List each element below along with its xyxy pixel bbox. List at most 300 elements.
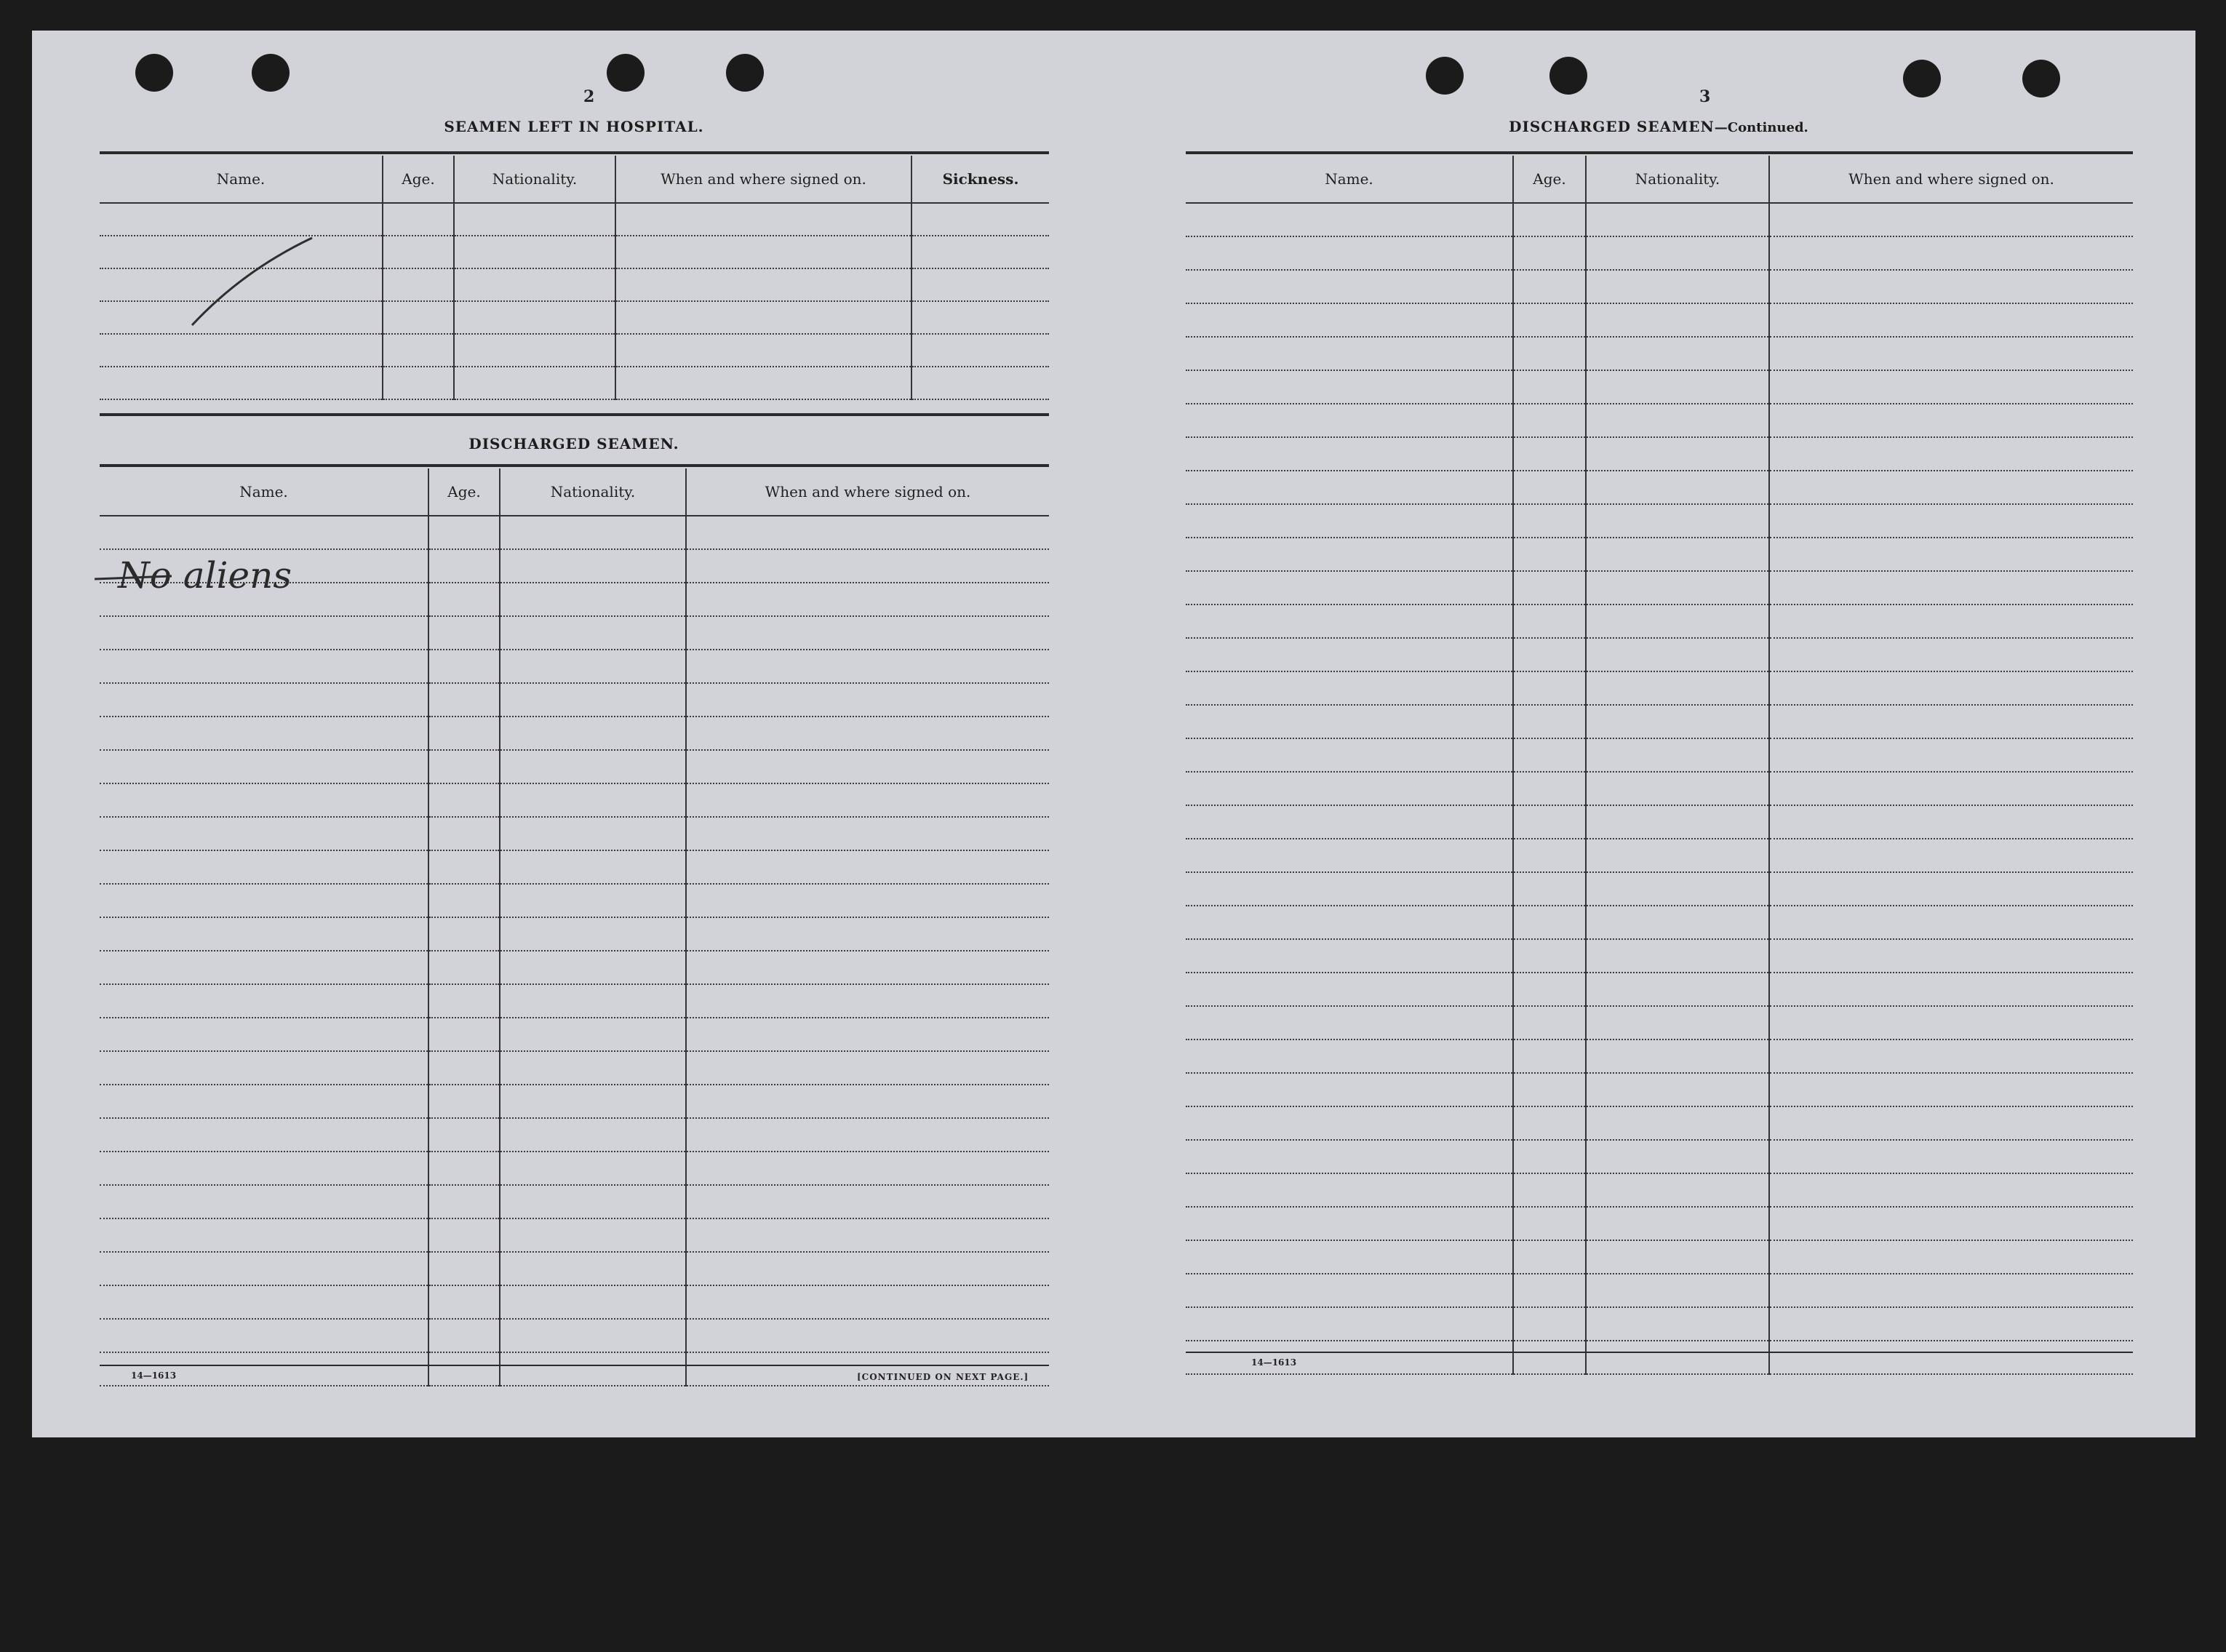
- table-cell: [1769, 805, 2133, 839]
- table-cell: [500, 1118, 686, 1152]
- table-cell: [500, 717, 686, 750]
- table-row: [1186, 906, 2133, 939]
- table-cell: [1586, 906, 1769, 939]
- table-cell: [1586, 973, 1769, 1006]
- table-cell: [1586, 1106, 1769, 1140]
- table-row: [1186, 1240, 2133, 1274]
- table-cell: [383, 301, 454, 334]
- table-cell: [686, 1185, 1049, 1218]
- continued-table: [1186, 156, 2133, 1375]
- table-row: [100, 750, 1049, 783]
- table-cell: [428, 650, 500, 683]
- table-cell: [1186, 538, 1513, 571]
- table-cell: [1769, 1040, 2133, 1073]
- table-row: [1186, 437, 2133, 471]
- table-cell: [1513, 872, 1586, 906]
- table-cell: [500, 616, 686, 650]
- table-cell: [686, 1252, 1049, 1285]
- table-cell: [911, 334, 1049, 367]
- table-cell: [1186, 1006, 1513, 1040]
- table-cell: [428, 1018, 500, 1051]
- table-cell: [1513, 1040, 1586, 1073]
- table-row: [1186, 872, 2133, 906]
- table-cell: [1186, 1207, 1513, 1240]
- table-cell: [1586, 1006, 1769, 1040]
- continued-table-body: [1186, 203, 2133, 1374]
- table-row: [1186, 604, 2133, 638]
- table-cell: [454, 334, 615, 367]
- table-cell: [1769, 1341, 2133, 1374]
- table-cell: [1769, 1307, 2133, 1341]
- table-row: [1186, 805, 2133, 839]
- table-row: [100, 516, 1049, 549]
- column-header-nationality: Nationality.: [454, 156, 615, 203]
- title-main: DISCHARGED SEAMEN: [1509, 118, 1715, 135]
- table-row: [100, 1252, 1049, 1285]
- table-cell: [100, 951, 428, 984]
- table-cell: [686, 1085, 1049, 1118]
- table-cell: [1513, 638, 1586, 671]
- table-row: [100, 984, 1049, 1018]
- table-cell: [1513, 1173, 1586, 1207]
- table-cell: [100, 1085, 428, 1118]
- table-cell: [100, 650, 428, 683]
- table-cell: [1586, 1341, 1769, 1374]
- table-cell: [454, 268, 615, 301]
- table-cell: [1186, 973, 1513, 1006]
- table-row: [1186, 1274, 2133, 1307]
- table-cell: [1513, 1274, 1586, 1307]
- table-cell: [1769, 437, 2133, 471]
- table-cell: [686, 717, 1049, 750]
- table-row: [1186, 638, 2133, 671]
- table-cell: [428, 1252, 500, 1285]
- table-row: [1186, 1307, 2133, 1341]
- table-cell: [100, 1118, 428, 1152]
- table-row: [1186, 1341, 2133, 1374]
- table-cell: [100, 516, 428, 549]
- hospital-top-rule: [100, 151, 1049, 154]
- table-cell: [1769, 705, 2133, 738]
- table-cell: [1586, 538, 1769, 571]
- table-cell: [500, 1185, 686, 1218]
- table-cell: [686, 1285, 1049, 1319]
- table-cell: [100, 1252, 428, 1285]
- table-row: [1186, 504, 2133, 538]
- table-row: [100, 334, 1049, 367]
- table-cell: [1769, 404, 2133, 437]
- hospital-bottom-rule: [100, 413, 1049, 416]
- table-cell: [428, 616, 500, 650]
- table-cell: [1769, 203, 2133, 236]
- table-cell: [1186, 839, 1513, 872]
- table-cell: [100, 717, 428, 750]
- table-cell: [100, 334, 383, 367]
- table-cell: [428, 884, 500, 917]
- table-cell: [1513, 1106, 1586, 1140]
- table-cell: [428, 683, 500, 717]
- table-cell: [615, 367, 911, 399]
- table-cell: [500, 1152, 686, 1185]
- table-cell: [500, 884, 686, 917]
- table-cell: [383, 268, 454, 301]
- table-cell: [100, 616, 428, 650]
- hospital-section-title: SEAMEN LEFT IN HOSPITAL.: [444, 118, 704, 135]
- table-cell: [100, 367, 383, 399]
- strike-mark-icon: [92, 564, 179, 586]
- table-row: [100, 1319, 1049, 1352]
- form-number: 14—1613: [131, 1370, 177, 1381]
- table-cell: [1186, 1341, 1513, 1374]
- table-cell: [1769, 604, 2133, 638]
- table-row: [1186, 270, 2133, 303]
- table-cell: [615, 301, 911, 334]
- table-cell: [454, 236, 615, 268]
- table-cell: [1769, 906, 2133, 939]
- table-cell: [500, 783, 686, 817]
- table-row: [1186, 1140, 2133, 1173]
- table-cell: [500, 817, 686, 850]
- table-cell: [428, 783, 500, 817]
- table-cell: [500, 1018, 686, 1051]
- table-cell: [100, 750, 428, 783]
- discharged-table: [100, 468, 1049, 1386]
- table-cell: [1769, 1274, 2133, 1307]
- table-cell: [1513, 1240, 1586, 1274]
- table-cell: [1513, 337, 1586, 370]
- table-cell: [1586, 604, 1769, 638]
- table-cell: [428, 583, 500, 616]
- table-cell: [500, 1218, 686, 1252]
- table-cell: [1513, 839, 1586, 872]
- table-cell: [686, 583, 1049, 616]
- form-number: 14—1613: [1251, 1357, 1297, 1368]
- table-cell: [911, 367, 1049, 399]
- table-cell: [428, 1352, 500, 1386]
- table-cell: [1513, 906, 1586, 939]
- table-row: [100, 783, 1049, 817]
- table-cell: [686, 917, 1049, 951]
- table-cell: [428, 717, 500, 750]
- table-row: [100, 1118, 1049, 1152]
- discharged-continued-title: [1186, 118, 2131, 135]
- table-cell: [500, 984, 686, 1018]
- table-cell: [1186, 404, 1513, 437]
- table-cell: [686, 1051, 1049, 1085]
- table-row: [1186, 1106, 2133, 1140]
- table-cell: [1586, 236, 1769, 270]
- column-header-signed-on: When and where signed on.: [686, 468, 1049, 516]
- table-cell: [454, 203, 615, 236]
- table-cell: [1769, 504, 2133, 538]
- table-cell: [686, 616, 1049, 650]
- table-cell: [686, 1018, 1049, 1051]
- table-cell: [1769, 236, 2133, 270]
- continued-bottom-rule: [1186, 1352, 2133, 1353]
- table-row: [1186, 1040, 2133, 1073]
- table-cell: [1586, 504, 1769, 538]
- table-cell: [1769, 671, 2133, 705]
- punch-hole-icon: [2022, 60, 2060, 97]
- table-row: [1186, 1207, 2133, 1240]
- document-sheet: [32, 31, 2195, 1437]
- table-cell: [500, 1352, 686, 1386]
- table-cell: [383, 334, 454, 367]
- table-cell: [1513, 504, 1586, 538]
- table-cell: [1586, 705, 1769, 738]
- punch-hole-icon: [252, 54, 290, 92]
- column-header-signed-on: When and where signed on.: [1769, 156, 2133, 203]
- handwritten-entry: No aliens: [118, 554, 292, 596]
- table-cell: [100, 1352, 428, 1386]
- table-cell: [100, 1051, 428, 1085]
- column-header-name: Name.: [100, 156, 383, 203]
- table-cell: [1513, 236, 1586, 270]
- table-row: [1186, 303, 2133, 337]
- table-cell: [1186, 805, 1513, 839]
- table-cell: [1586, 839, 1769, 872]
- column-header-sickness: Sickness.: [911, 156, 1049, 203]
- table-cell: [1769, 303, 2133, 337]
- column-header-nationality: Nationality.: [500, 468, 686, 516]
- table-cell: [428, 850, 500, 884]
- table-cell: [1513, 1073, 1586, 1106]
- table-cell: [1586, 738, 1769, 772]
- table-cell: [1186, 236, 1513, 270]
- table-cell: [500, 583, 686, 616]
- table-cell: [686, 750, 1049, 783]
- table-cell: [500, 1319, 686, 1352]
- table-cell: [1586, 370, 1769, 404]
- table-cell: [1513, 604, 1586, 638]
- table-cell: [1586, 1240, 1769, 1274]
- table-cell: [1186, 370, 1513, 404]
- table-cell: [1186, 1106, 1513, 1140]
- table-row: [100, 367, 1049, 399]
- table-cell: [1769, 471, 2133, 504]
- continued-top-rule: [1186, 151, 2133, 154]
- table-cell: [686, 516, 1049, 549]
- table-cell: [1586, 437, 1769, 471]
- table-cell: [1586, 872, 1769, 906]
- table-cell: [100, 1018, 428, 1051]
- table-row: [1186, 671, 2133, 705]
- table-row: [100, 817, 1049, 850]
- table-cell: [1769, 772, 2133, 805]
- table-cell: [1586, 337, 1769, 370]
- table-cell: [454, 301, 615, 334]
- table-cell: [1586, 1307, 1769, 1341]
- table-cell: [1513, 1341, 1586, 1374]
- table-row: [100, 884, 1049, 917]
- table-cell: [1513, 805, 1586, 839]
- table-row: [100, 1185, 1049, 1218]
- table-cell: [1586, 471, 1769, 504]
- table-row: [100, 683, 1049, 717]
- table-cell: [100, 1218, 428, 1252]
- discharged-top-rule: [100, 464, 1049, 467]
- table-cell: [1513, 705, 1586, 738]
- table-row: [1186, 1073, 2133, 1106]
- continued-note: [CONTINUED ON NEXT PAGE.]: [857, 1372, 1029, 1382]
- table-cell: [1186, 1073, 1513, 1106]
- table-cell: [500, 850, 686, 884]
- table-cell: [428, 1285, 500, 1319]
- table-cell: [1513, 270, 1586, 303]
- table-cell: [1513, 738, 1586, 772]
- table-row: [1186, 337, 2133, 370]
- table-row: [100, 917, 1049, 951]
- table-cell: [428, 917, 500, 951]
- table-cell: [1769, 939, 2133, 973]
- page-number: 2: [583, 87, 595, 106]
- table-cell: [1513, 671, 1586, 705]
- table-cell: [428, 1152, 500, 1185]
- table-cell: [615, 334, 911, 367]
- table-cell: [500, 1252, 686, 1285]
- table-cell: [1186, 1173, 1513, 1207]
- table-cell: [428, 549, 500, 583]
- table-cell: [1186, 337, 1513, 370]
- table-cell: [1769, 337, 2133, 370]
- punch-hole-icon: [1903, 60, 1941, 97]
- discharged-table-body: [100, 516, 1049, 1386]
- table-cell: [428, 1085, 500, 1118]
- table-cell: [500, 1051, 686, 1085]
- table-cell: [911, 301, 1049, 334]
- table-cell: [500, 516, 686, 549]
- table-cell: [1586, 270, 1769, 303]
- table-cell: [1586, 1207, 1769, 1240]
- table-cell: [383, 236, 454, 268]
- table-row: [1186, 370, 2133, 404]
- table-cell: [1769, 839, 2133, 872]
- table-cell: [1586, 203, 1769, 236]
- table-cell: [1769, 1240, 2133, 1274]
- table-cell: [428, 817, 500, 850]
- column-header-name: Name.: [1186, 156, 1513, 203]
- punch-hole-icon: [1549, 57, 1587, 95]
- table-cell: [383, 203, 454, 236]
- table-cell: [1513, 303, 1586, 337]
- table-cell: [100, 817, 428, 850]
- table-cell: [1769, 1006, 2133, 1040]
- table-cell: [1769, 270, 2133, 303]
- table-cell: [615, 236, 911, 268]
- table-cell: [1513, 404, 1586, 437]
- table-cell: [428, 1185, 500, 1218]
- table-cell: [428, 1319, 500, 1352]
- table-cell: [1513, 1207, 1586, 1240]
- table-cell: [1186, 638, 1513, 671]
- table-cell: [383, 367, 454, 399]
- table-cell: [1186, 504, 1513, 538]
- discharged-section-title: DISCHARGED SEAMEN.: [468, 435, 679, 452]
- table-cell: [500, 650, 686, 683]
- table-cell: [1586, 571, 1769, 604]
- table-cell: [500, 683, 686, 717]
- table-cell: [500, 750, 686, 783]
- table-cell: [615, 268, 911, 301]
- table-row: [100, 1152, 1049, 1185]
- table-cell: [1186, 571, 1513, 604]
- table-row: [100, 717, 1049, 750]
- table-cell: [500, 1085, 686, 1118]
- table-cell: [1186, 939, 1513, 973]
- table-cell: [1769, 738, 2133, 772]
- table-cell: [100, 884, 428, 917]
- table-cell: [428, 1051, 500, 1085]
- table-cell: [1769, 571, 2133, 604]
- table-cell: [1186, 437, 1513, 471]
- table-cell: [1586, 1173, 1769, 1207]
- table-cell: [1513, 203, 1586, 236]
- table-cell: [500, 1285, 686, 1319]
- table-cell: [1186, 1274, 1513, 1307]
- table-cell: [500, 951, 686, 984]
- table-cell: [1586, 1140, 1769, 1173]
- table-row: [1186, 705, 2133, 738]
- table-cell: [1586, 772, 1769, 805]
- table-cell: [686, 817, 1049, 850]
- table-cell: [1186, 671, 1513, 705]
- table-cell: [428, 1118, 500, 1152]
- table-row: [1186, 839, 2133, 872]
- table-cell: [100, 984, 428, 1018]
- table-cell: [686, 984, 1049, 1018]
- table-row: [100, 1218, 1049, 1252]
- table-cell: [1769, 538, 2133, 571]
- title-suffix: —Continued.: [1714, 120, 1808, 135]
- table-cell: [686, 850, 1049, 884]
- punch-hole-icon: [135, 54, 173, 92]
- table-cell: [428, 951, 500, 984]
- table-cell: [686, 1118, 1049, 1152]
- table-cell: [1186, 705, 1513, 738]
- table-row: [1186, 973, 2133, 1006]
- table-cell: [1769, 370, 2133, 404]
- table-cell: [1513, 471, 1586, 504]
- table-row: [1186, 404, 2133, 437]
- table-cell: [1513, 538, 1586, 571]
- table-row: [100, 1285, 1049, 1319]
- table-cell: [686, 683, 1049, 717]
- table-row: [1186, 1006, 2133, 1040]
- column-header-name: Name.: [100, 468, 428, 516]
- table-cell: [1513, 437, 1586, 471]
- table-cell: [1769, 973, 2133, 1006]
- table-cell: [1513, 370, 1586, 404]
- table-cell: [686, 951, 1049, 984]
- table-row: [1186, 471, 2133, 504]
- table-cell: [100, 1319, 428, 1352]
- table-cell: [500, 549, 686, 583]
- table-cell: [1186, 1040, 1513, 1073]
- column-header-age: Age.: [383, 156, 454, 203]
- table-row: [100, 1051, 1049, 1085]
- table-cell: [1586, 638, 1769, 671]
- table-row: [1186, 772, 2133, 805]
- punch-hole-icon: [607, 54, 645, 92]
- table-cell: [1186, 772, 1513, 805]
- table-cell: [428, 1218, 500, 1252]
- table-cell: [1186, 303, 1513, 337]
- table-cell: [100, 1152, 428, 1185]
- table-cell: [686, 549, 1049, 583]
- table-row: [1186, 939, 2133, 973]
- table-cell: [100, 917, 428, 951]
- table-cell: [1769, 872, 2133, 906]
